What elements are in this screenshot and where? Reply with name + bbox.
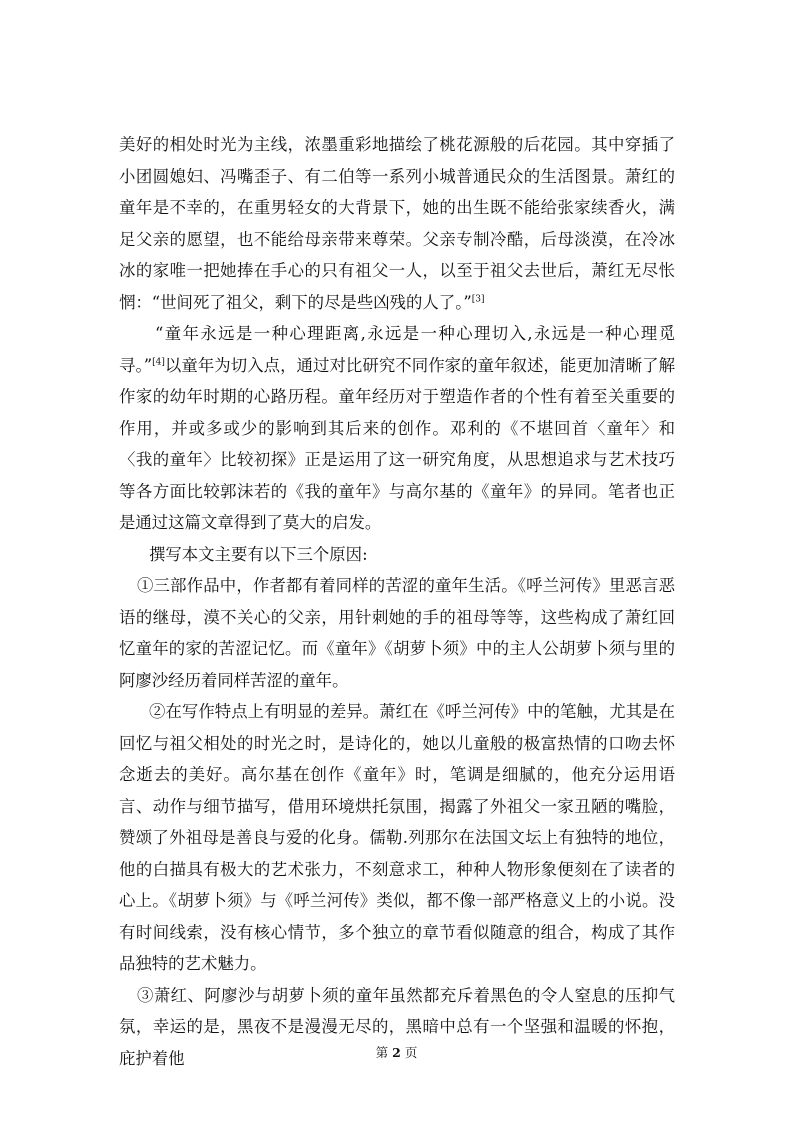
paragraph-text: “童年永远是一种心理距离,永远是一种心理切入,永远是一种心理觅寻。” <box>119 324 675 375</box>
body-text <box>119 129 675 1074</box>
paragraph-reasons-intro: 撰写本文主要有以下三个原因: <box>149 544 368 564</box>
paragraph-reason-2: ②在写作特点上有明显的差异。萧红在《呼兰河传》中的笔触，尤其是在回忆与祖父相处的时光之时，是诗化的，她以儿童般的极富热情的口吻去怀念逝去的美好。高尔基在创作《童年》时，笔调是细腻的，他充分运用语言、动作与细节描写，借用环境烘托氛围，揭露了外祖父一家丑陋的嘴脸，赞颂了外祖母是善良与爱的化身。儒勒.列那尔在法国文坛上有独特的地位，他的白描具有极大的艺术张力，不刻意求工，种种人物形象便刻在了读者的心上。《胡萝卜须》与《呼兰河传》类似，都不像一部严格意义上的小说。没有时间线索，没有核心情节，多个独立的章节看似随意的组合，构成了其作品独特的艺术魅力。 <box>119 702 675 973</box>
paragraph-quote <box>119 318 675 539</box>
paragraph-text: 美好的相处时光为主线，浓墨重彩地描绘了桃花源般的后花园。其中穿插了小团圆媳妇、冯嘴歪子、有二伯等一系列小城普通民众的生活图景。萧红的童年是不幸的，在重男轻女的大背景下，她的出生既不能给张家续香火，满足父亲的愿望，也不能给母亲带来尊荣。父亲专制冷酷，后母淡漠，在冷冰冰的家唯一把她捧在手心的只有祖父一人，以至于祖父去世后，萧红无尽怅惘：“世间死了祖父，剩下的尽是些凶残的人了。” <box>119 135 675 312</box>
paragraph-continuation <box>119 129 675 318</box>
citation-ref: [3] <box>471 294 485 305</box>
footer-suffix: 页 <box>404 1045 418 1060</box>
page-footer <box>0 1043 793 1061</box>
citation-ref: [4] <box>152 357 165 368</box>
paragraph-reason-1: ①三部作品中，作者都有着同样的苦涩的童年生活。《呼兰河传》里恶言恶语的继母，漠不关心的父亲，用针刺她的手的祖母等等，这些构成了萧红回忆童年的家的苦涩记忆。而《童年》《胡萝卜须》中的主人公胡萝卜须与里的阿廖沙经历着同样苦涩的童年。 <box>119 576 675 690</box>
footer-prefix: 第 <box>375 1045 389 1060</box>
page-number: 2 <box>392 1045 401 1060</box>
paragraph-reason-3: ③萧红、阿廖沙与胡萝卜须的童年虽然都充斥着黑色的令人窒息的压抑气氛，幸运的是，黑夜不是漫漫无尽的，黑暗中总有一个坚强和温暖的怀抱，庇护着他 <box>119 985 675 1068</box>
paragraph-text: 以童年为切入点，通过对比研究不同作家的童年叙述，能更加清晰了解作家的幼年时期的心路历程。童年经历对于塑造作者的个性有着至关重要的作用，并或多或少的影响到其后来的创作。邓利的《不堪回首〈童年〉和〈我的童年〉比较初探》正是运用了这一研究角度，从思想追求与艺术技巧等各方面比较郭沫若的《我的童年》与高尔基的《童年》的异同。笔者也正是通过这篇文章得到了莫大的启发。 <box>119 355 675 532</box>
